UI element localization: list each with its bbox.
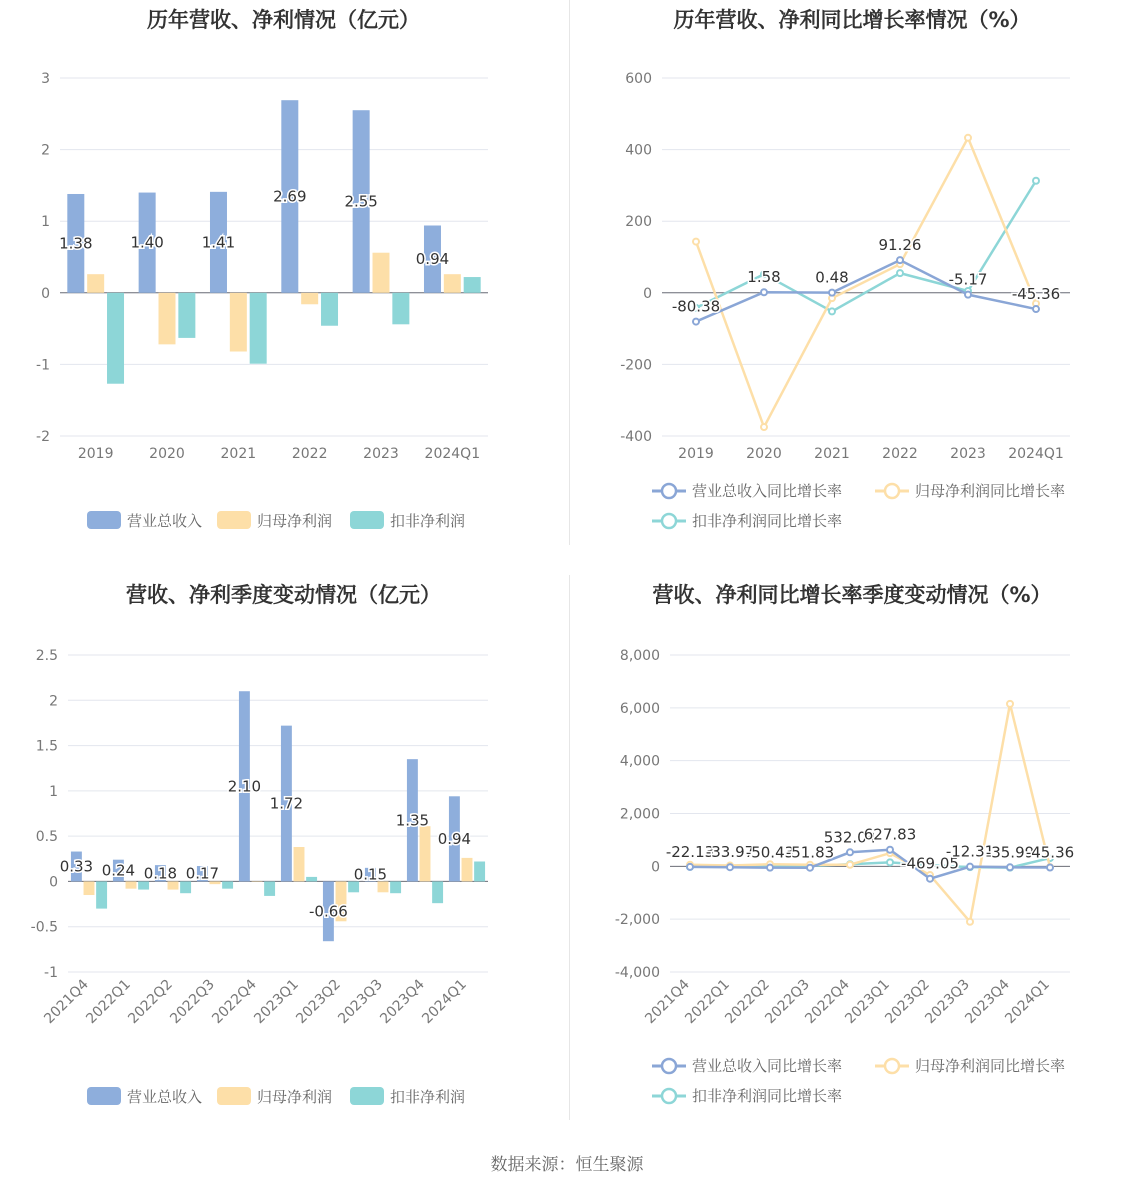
y-tick-label: 0: [643, 285, 652, 302]
legend-marker: [662, 1059, 676, 1073]
data-label: -22.13: [665, 842, 715, 861]
chart-svg: [0, 0, 567, 560]
x-tick-label: 2019: [77, 446, 114, 462]
data-label: 1.38: [59, 234, 93, 253]
legend-label: 营业总收入: [127, 512, 203, 530]
y-tick-label: 0: [651, 859, 660, 876]
chart-svg: [0, 575, 567, 1135]
y-tick-label: 8,000: [619, 648, 660, 664]
legend-label: 营业总收入同比增长率: [692, 482, 843, 500]
y-tick-label: 1.5: [35, 738, 58, 755]
x-tick-label: 2023: [950, 446, 986, 462]
data-point: [761, 424, 767, 430]
data-label: 1.35: [395, 811, 430, 830]
bar: [230, 293, 247, 352]
bar: [462, 858, 473, 882]
y-tick-label: 200: [625, 214, 652, 231]
y-tick-label: 1: [49, 783, 58, 800]
bar: [126, 881, 137, 888]
y-tick-label: -2: [36, 429, 50, 445]
data-point: [1033, 178, 1039, 184]
chart-title: 历年营收、净利情况（亿元）: [147, 8, 420, 32]
series-line: [696, 181, 1036, 312]
data-label: -0.66: [308, 902, 348, 921]
data-point: [847, 862, 853, 868]
x-tick-label: 2023Q2: [293, 976, 344, 1028]
bar: [96, 881, 107, 908]
y-tick-label: 0: [41, 285, 50, 302]
chart-panel-annual-revenue-profit: [0, 0, 567, 560]
data-label: 2.69: [273, 187, 307, 206]
y-tick-label: -400: [620, 429, 652, 445]
data-label: 0.17: [185, 864, 220, 883]
legend-label: 归母净利润同比增长率: [915, 482, 1066, 500]
bar: [180, 881, 191, 893]
data-label: 1.41: [201, 233, 236, 252]
data-point: [847, 849, 853, 855]
data-label: 0.24: [101, 861, 136, 880]
data-point: [807, 865, 813, 871]
chart-svg: [570, 0, 1134, 560]
data-point: [1033, 306, 1039, 312]
legend-label: 营业总收入: [127, 1088, 203, 1106]
x-tick-label: 2020: [746, 446, 782, 462]
bar: [392, 293, 409, 325]
data-label: -35.99: [985, 843, 1035, 862]
x-tick-label: 2023Q4: [962, 976, 1013, 1028]
x-tick-label: 2024Q1: [419, 976, 470, 1028]
x-tick-label: 2021: [814, 446, 850, 462]
data-point: [967, 919, 973, 925]
data-label: 91.26: [878, 236, 922, 255]
x-tick-label: 2022Q2: [125, 976, 176, 1028]
data-label: -50.43: [745, 843, 795, 862]
bar: [301, 293, 318, 304]
data-label: -45.36: [1025, 843, 1075, 862]
x-tick-label: 2023Q1: [251, 976, 302, 1028]
bar: [222, 881, 233, 888]
y-tick-label: 6,000: [619, 700, 660, 717]
legend-label: 营业总收入同比增长率: [692, 1057, 843, 1075]
data-point: [927, 876, 933, 882]
data-label: 532.04: [823, 828, 877, 847]
chart-title: 营收、净利季度变动情况（亿元）: [126, 583, 441, 607]
data-label: 0.48: [815, 268, 849, 287]
x-tick-label: 2023Q3: [922, 976, 973, 1028]
data-point: [965, 292, 971, 298]
data-source: 数据来源：恒生聚源: [490, 1155, 644, 1175]
x-tick-label: 2022Q1: [682, 976, 733, 1028]
data-point: [887, 859, 893, 865]
data-point: [887, 847, 893, 853]
x-tick-label: 2024Q1: [1002, 976, 1053, 1028]
bar: [321, 293, 338, 326]
bar: [107, 293, 124, 384]
legend-swatch: [87, 1087, 121, 1105]
bar: [264, 881, 275, 895]
data-label: -80.38: [671, 297, 721, 316]
data-label: 627.83: [863, 825, 917, 844]
data-point: [1007, 864, 1013, 870]
y-tick-label: 0.5: [35, 829, 58, 846]
x-tick-label: 2021: [220, 446, 257, 462]
y-tick-label: 1: [41, 214, 50, 231]
x-tick-label: 2022: [291, 446, 328, 462]
data-point: [967, 864, 973, 870]
legend-swatch: [350, 1087, 384, 1105]
legend-label: 归母净利润同比增长率: [915, 1057, 1066, 1075]
data-point: [897, 257, 903, 263]
legend-marker: [662, 484, 676, 498]
x-tick-label: 2023Q2: [882, 976, 933, 1028]
data-label: 0.94: [437, 829, 472, 848]
chart-svg: [570, 575, 1134, 1135]
y-tick-label: 4,000: [619, 753, 660, 770]
legend-label: 扣非净利润: [390, 512, 466, 530]
legend-label: 扣非净利润: [390, 1088, 466, 1106]
data-label: -51.83: [785, 843, 835, 862]
bar: [178, 293, 195, 338]
data-point: [687, 864, 693, 870]
y-tick-label: 600: [625, 71, 652, 87]
y-tick-label: 2: [49, 693, 58, 710]
x-tick-label: 2019: [678, 446, 714, 462]
x-tick-label: 2022Q1: [83, 976, 134, 1028]
bar: [87, 274, 104, 293]
data-point: [761, 289, 767, 295]
y-tick-label: 400: [625, 142, 652, 159]
legend-swatch: [87, 511, 121, 529]
legend-swatch: [350, 511, 384, 529]
legend-marker: [662, 514, 676, 528]
y-tick-label: 3: [41, 71, 50, 87]
data-label: -469.05: [901, 854, 959, 873]
data-point: [727, 864, 733, 870]
x-tick-label: 2022Q3: [167, 976, 218, 1028]
bar: [252, 881, 263, 882]
data-label: 2.55: [344, 192, 378, 211]
y-tick-label: -2,000: [614, 912, 660, 929]
bar: [373, 253, 390, 293]
data-point: [1047, 865, 1053, 871]
data-point: [965, 135, 971, 141]
data-label: 1.58: [747, 268, 781, 287]
x-tick-label: 2023Q1: [842, 976, 893, 1028]
y-tick-label: -1: [36, 357, 50, 374]
chart-title: 营收、净利同比增长率季度变动情况（%）: [652, 583, 1052, 607]
y-tick-label: 2.5: [35, 648, 58, 664]
data-label: 0.18: [143, 864, 178, 883]
y-tick-label: 2: [41, 142, 50, 159]
bar: [138, 881, 149, 889]
bar: [464, 277, 481, 293]
y-tick-label: -0.5: [30, 919, 58, 936]
legend-marker: [885, 484, 899, 498]
x-tick-label: 2022Q4: [802, 976, 853, 1028]
data-label: 1.72: [269, 794, 304, 813]
data-label: 0.94: [415, 250, 450, 269]
x-tick-label: 2022Q4: [209, 976, 260, 1028]
data-point: [693, 319, 699, 325]
legend-label: 归母净利润: [257, 1088, 333, 1106]
legend-marker: [885, 1059, 899, 1073]
bar: [474, 862, 485, 882]
x-tick-label: 2023: [363, 446, 399, 462]
x-tick-label: 2024Q1: [424, 446, 481, 462]
chart-panel-quarterly-growth-rate: [570, 575, 1134, 1135]
legend-label: 扣非净利润同比增长率: [692, 512, 843, 530]
x-tick-label: 2024Q1: [1008, 446, 1064, 462]
x-tick-label: 2021Q4: [642, 976, 693, 1028]
bar: [444, 274, 461, 293]
data-point: [1007, 701, 1013, 707]
chart-panel-quarterly-revenue-profit: [0, 575, 567, 1135]
data-label: 0.33: [59, 857, 94, 876]
chart-panel-annual-growth-rate: [570, 0, 1134, 560]
x-tick-label: 2023Q4: [377, 976, 428, 1028]
legend-label: 扣非净利润同比增长率: [692, 1087, 843, 1105]
x-tick-label: 2022Q2: [722, 976, 773, 1028]
x-tick-label: 2023Q3: [335, 976, 386, 1028]
data-point: [897, 270, 903, 276]
bar: [84, 881, 95, 895]
y-tick-label: -200: [620, 357, 652, 374]
data-point: [829, 308, 835, 314]
bar: [159, 293, 176, 345]
legend-swatch: [217, 1087, 251, 1105]
data-label: -5.17: [948, 270, 988, 289]
bar: [390, 881, 401, 893]
y-tick-label: -4,000: [614, 965, 660, 981]
data-label: -12.31: [945, 842, 995, 861]
bar: [294, 847, 305, 881]
bar: [306, 877, 317, 882]
data-label: 2.10: [227, 777, 262, 796]
series-line: [690, 704, 1050, 922]
x-tick-label: 2022Q3: [762, 976, 813, 1028]
x-tick-label: 2020: [149, 446, 185, 462]
data-label: -33.97: [705, 843, 755, 862]
data-point: [829, 290, 835, 296]
y-tick-label: -1: [44, 965, 58, 981]
legend-swatch: [217, 511, 251, 529]
legend-label: 归母净利润: [257, 512, 333, 530]
data-point: [767, 865, 773, 871]
chart-title: 历年营收、净利同比增长率情况（%）: [673, 8, 1031, 32]
legend-marker: [662, 1089, 676, 1103]
data-point: [693, 239, 699, 245]
bar: [432, 881, 443, 903]
data-label: 0.15: [353, 865, 388, 884]
bar: [168, 881, 179, 889]
bar: [250, 293, 267, 364]
y-tick-label: 0: [49, 874, 58, 891]
x-tick-label: 2021Q4: [41, 976, 92, 1028]
x-tick-label: 2022: [882, 446, 918, 462]
y-tick-label: 2,000: [619, 806, 660, 823]
data-label: -45.36: [1011, 285, 1061, 304]
data-label: 1.40: [130, 233, 164, 252]
bar: [420, 826, 431, 881]
